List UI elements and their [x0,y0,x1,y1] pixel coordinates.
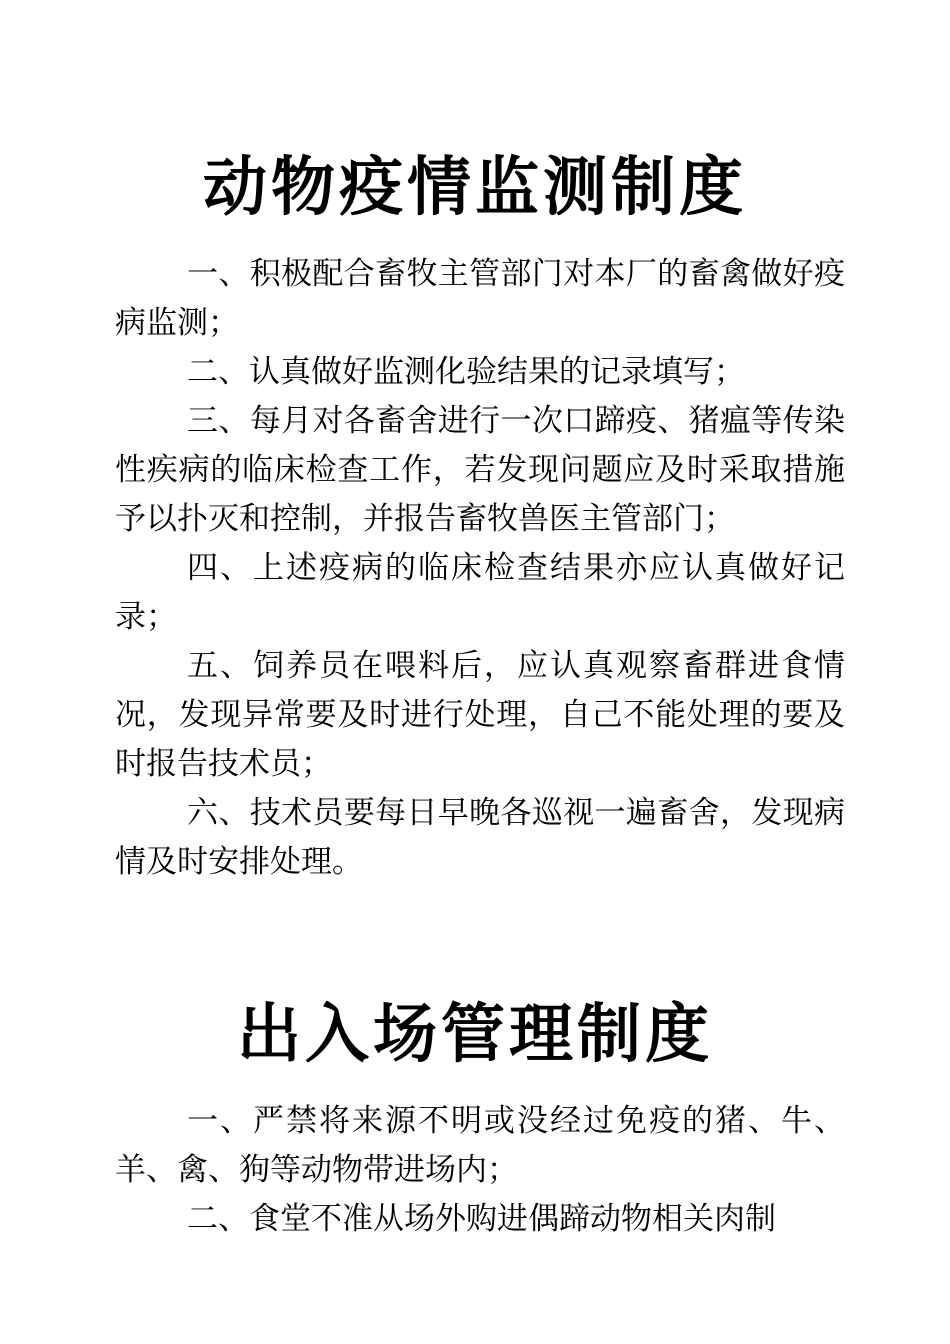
section-title-animal-epidemic-monitoring: 动物疫情监测制度 [203,151,747,225]
section-body-animal-epidemic-monitoring [115,250,845,887]
section-body-entry-exit-management [115,1097,845,1244]
paragraph: 二、食堂不准从场外购进偶蹄动物相关肉制 [187,1201,776,1237]
paragraph: 一、积极配合畜牧主管部门对本厂的畜禽做好疫病监测； [115,256,845,341]
paragraph: 六、技术员要每日早晚各巡视一遍畜舍，发现病情及时安排处理。 [115,795,845,880]
paragraph: 五、饲养员在喂料后，应认真观察畜群进食情况，发现异常要及时进行处理，自己不能处理的要及时报告技术员； [115,648,845,782]
paragraph: 一、严禁将来源不明或没经过免疫的猪、牛、羊、禽、狗等动物带进场内； [115,1103,845,1188]
paragraph: 二、认真做好监测化验结果的记录填写； [187,354,745,390]
section-title-entry-exit-management: 出入场管理制度 [237,998,713,1072]
paragraph: 三、每月对各畜舍进行一次口蹄疫、猪瘟等传染性疾病的临床检查工作，若发现问题应及时采取措施予以扑灭和控制，并报告畜牧兽医主管部门； [115,403,845,537]
paragraph: 四、上述疫病的临床检查结果亦应认真做好记录； [115,550,845,635]
